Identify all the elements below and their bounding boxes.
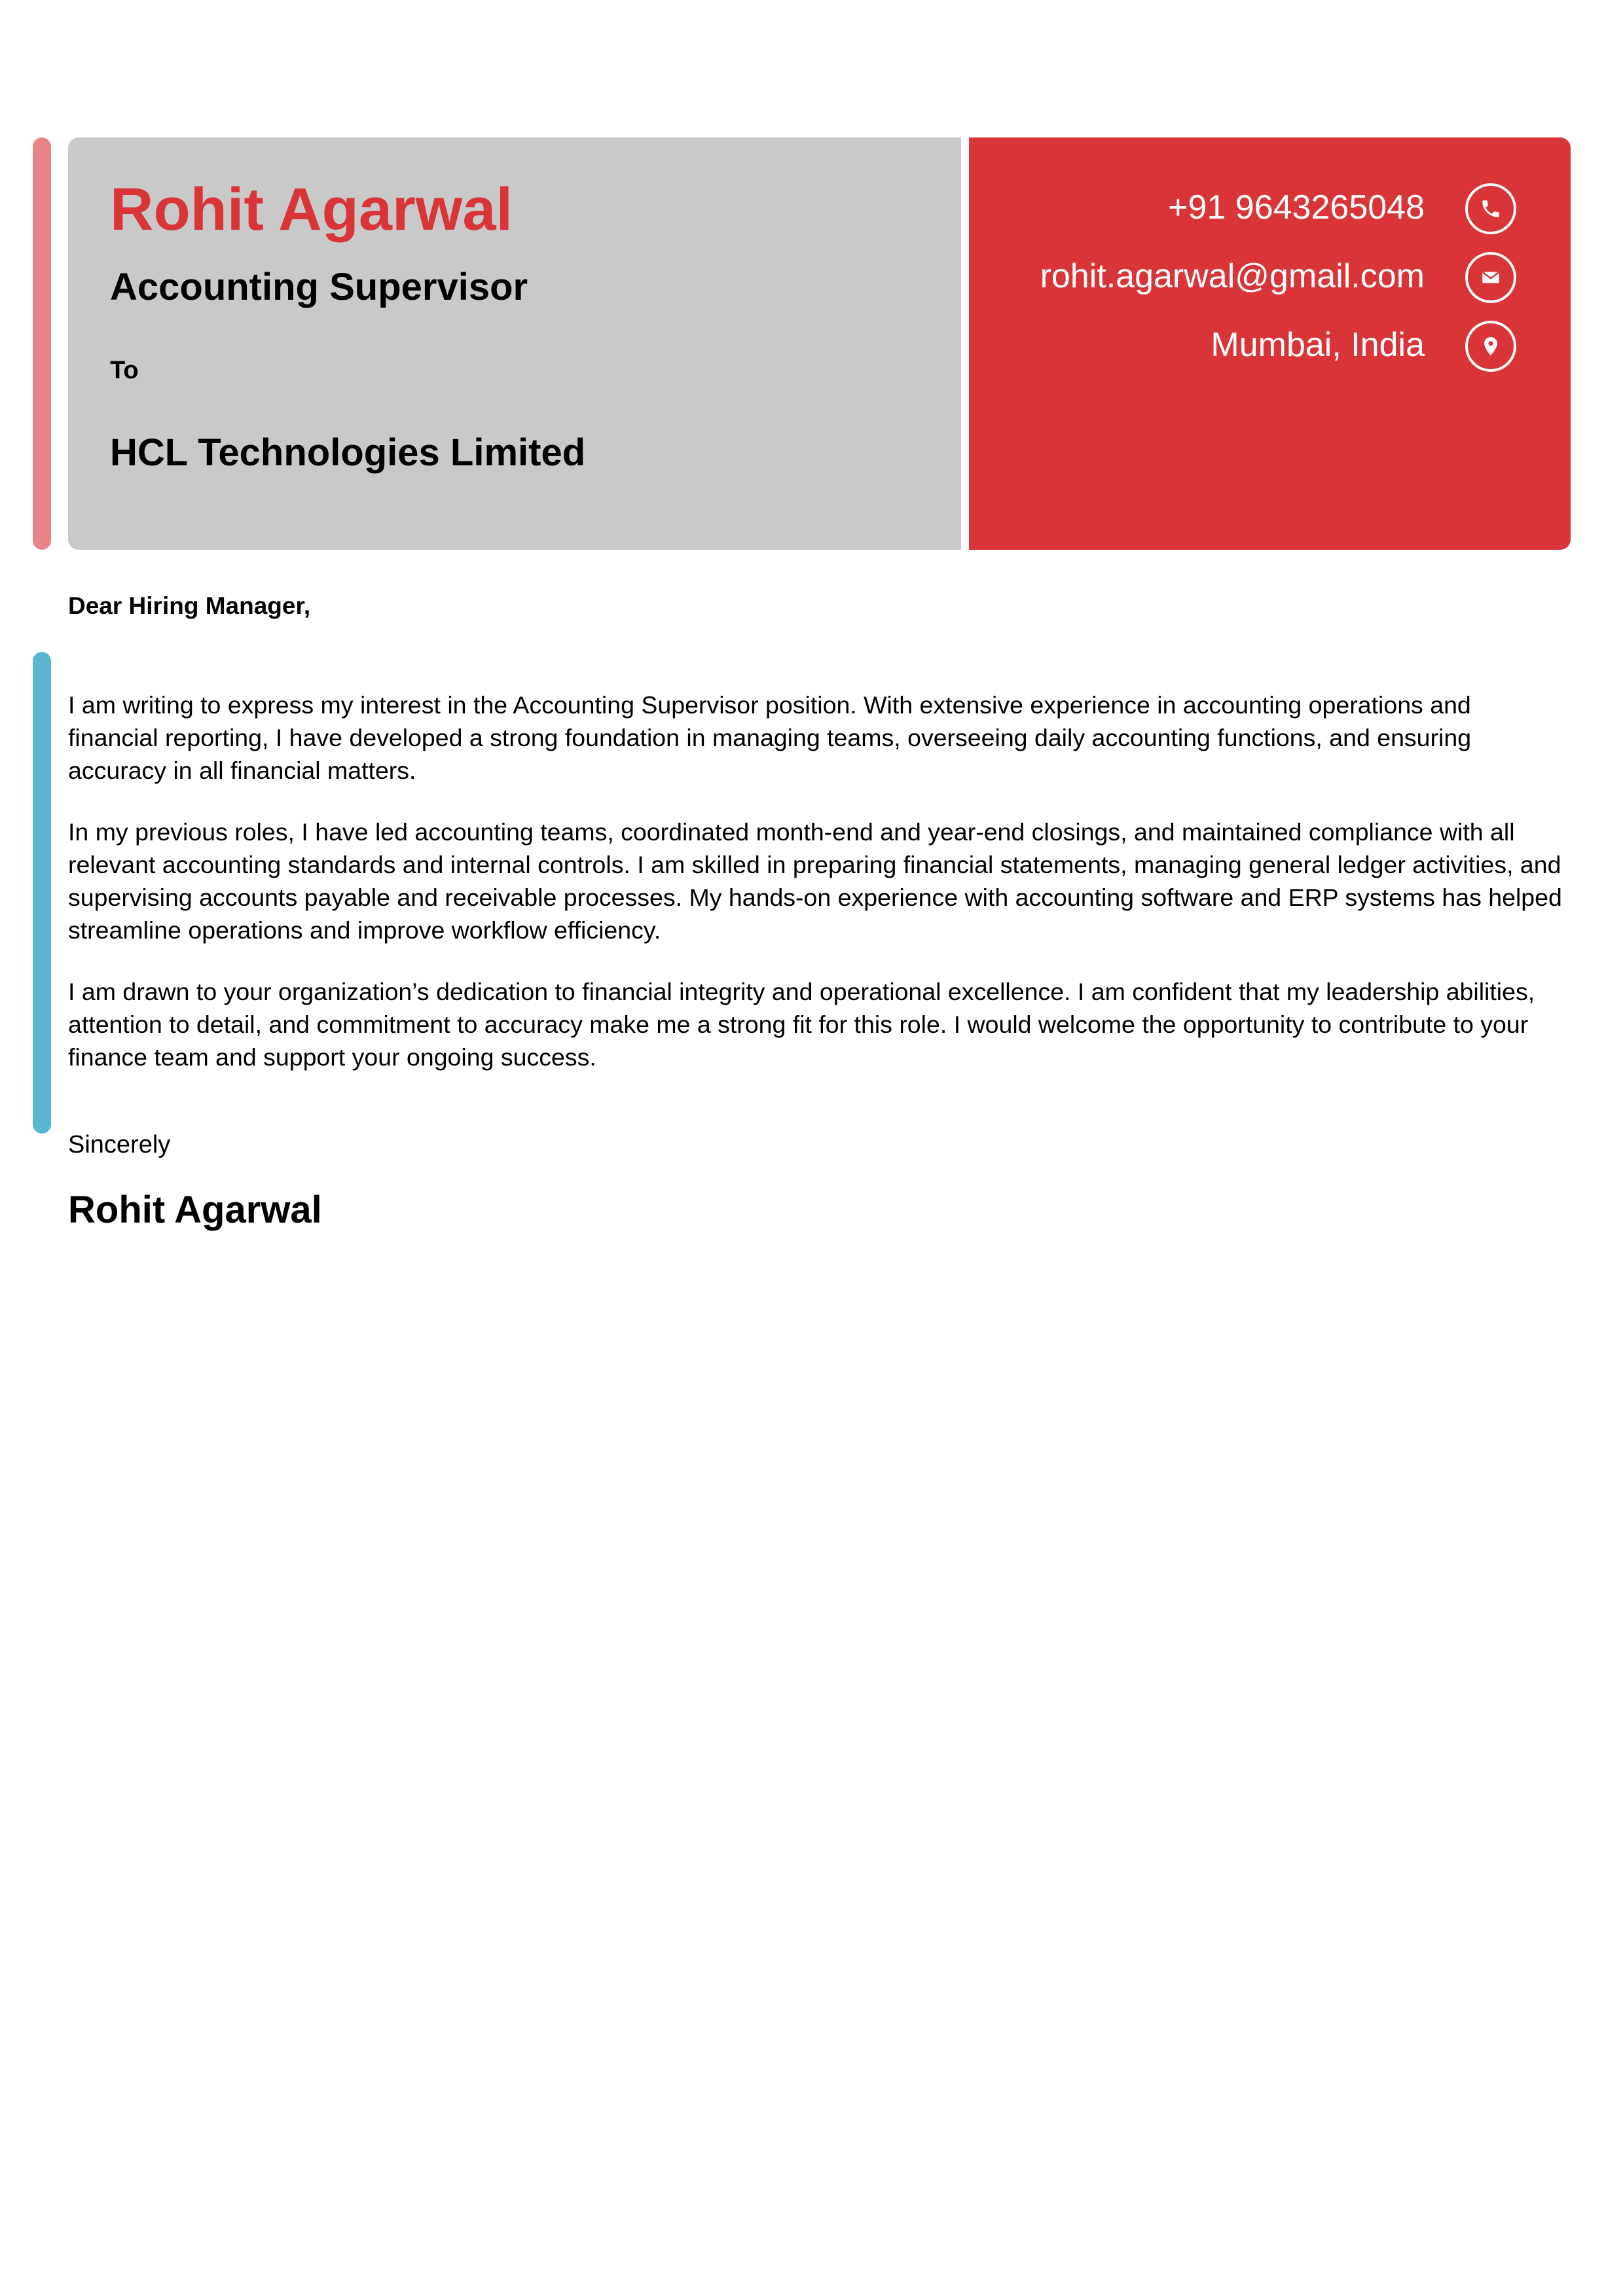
contact-phone-row: [969, 183, 1571, 240]
recipient-label: To: [110, 357, 139, 384]
contact-email: rohit.agarwal@gmail.com: [1040, 257, 1425, 295]
header-accent-bar: [33, 137, 51, 550]
letter-greeting: Dear Hiring Manager,: [68, 592, 311, 619]
header-name-panel: [68, 137, 961, 550]
applicant-name: Rohit Agarwal: [110, 176, 513, 243]
header-contact-panel: [969, 137, 1571, 550]
letter-closing: Sincerely: [68, 1131, 171, 1158]
letter-paragraph: I am drawn to your organization’s dedication to financial integrity and operational excellence. I am confident that my leadership abilities, attention to detail, and commitment to accuracy make me a strong fit for this role. I would welcome the opportunity to contribute to your finance team and support your ongoing success.: [68, 978, 1535, 1071]
letter-signature: Rohit Agarwal: [68, 1189, 322, 1231]
job-title: Accounting Supervisor: [110, 266, 528, 308]
phone-icon: [1465, 183, 1516, 234]
contact-location-row: [969, 321, 1571, 377]
recipient-company: HCL Technologies Limited: [110, 431, 586, 474]
body-accent-bar: [33, 652, 51, 1134]
letter-paragraph: I am writing to express my interest in the Accounting Supervisor position. With extensive experience in accounting operations and financial reporting, I have developed a strong foundation in managing teams, overseeing daily accounting functions, and ensuring accuracy in all financial matters.: [68, 691, 1472, 784]
contact-email-row: [969, 252, 1571, 308]
letter-paragraph: In my previous roles, I have led accounting teams, coordinated month-end and year-end closings, and maintained compliance with all relevant accounting standards and internal controls. I am skilled in preparing financial statements, managing general ledger activities, and supervising accounts payable and receivable processes. My hands-on experience with accounting software and ERP systems has helped streamline operations and improve workflow efficiency.: [68, 818, 1562, 944]
map-pin-icon: [1465, 321, 1516, 372]
contact-location: Mumbai, India: [1211, 326, 1425, 364]
contact-phone: +91 9643265048: [1168, 188, 1425, 226]
letter-body: [68, 689, 1567, 1102]
envelope-icon: [1465, 252, 1516, 303]
